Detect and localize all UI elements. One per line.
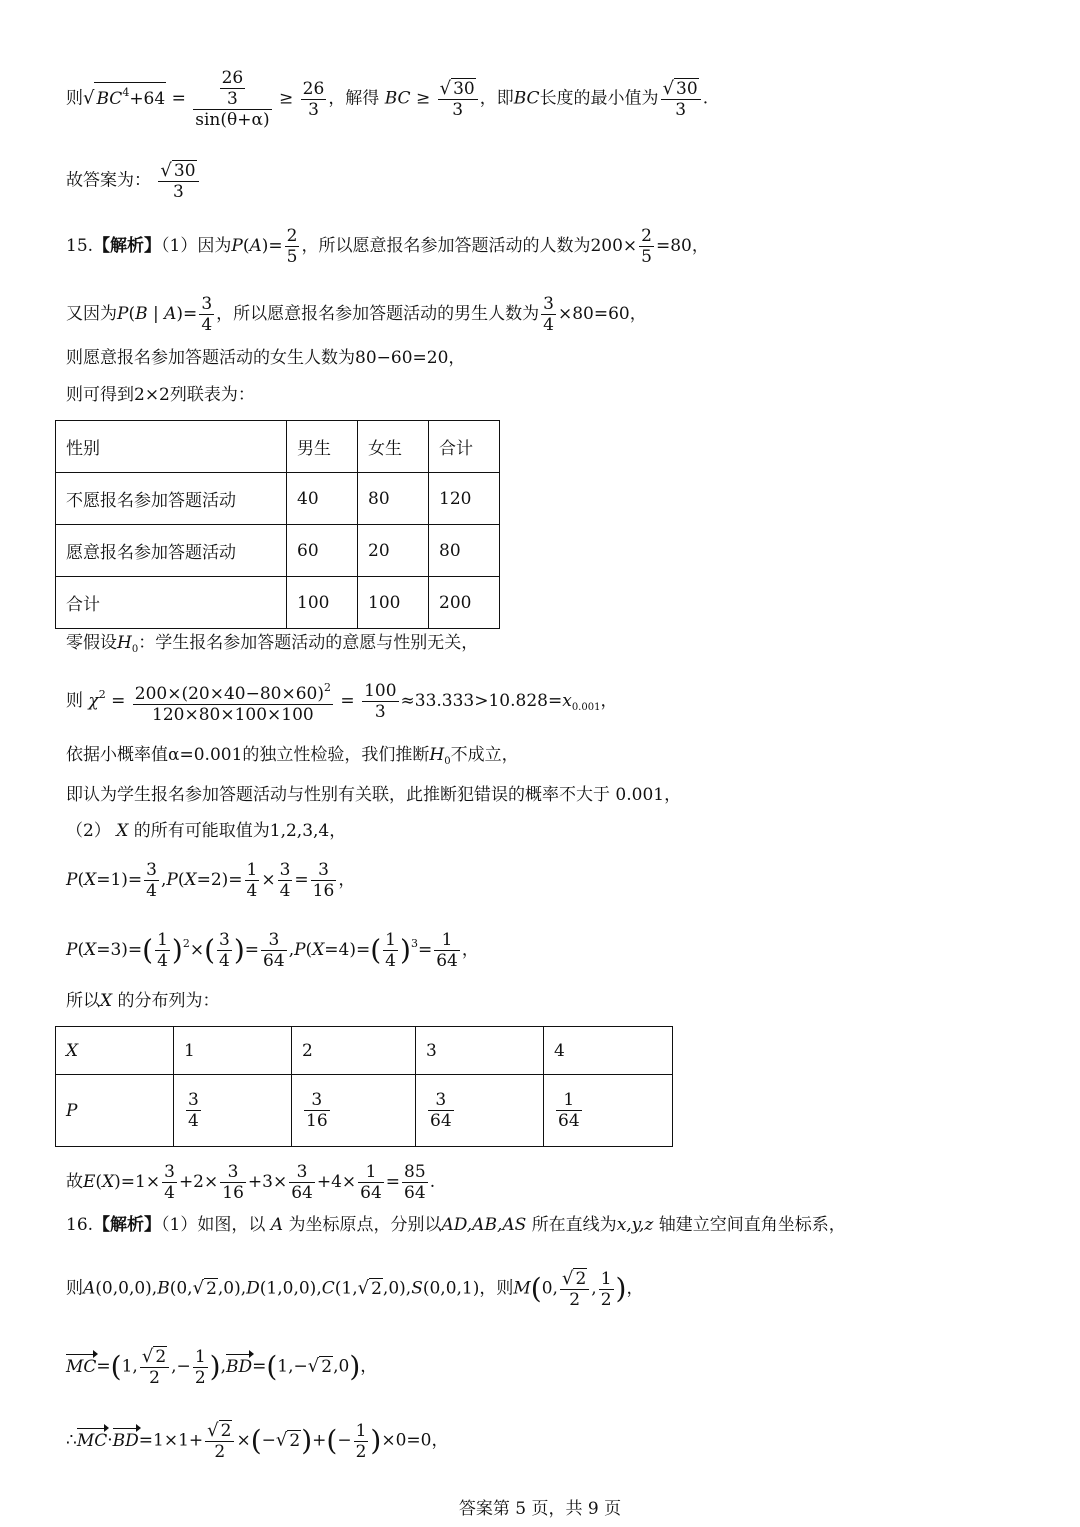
text: 3 [289, 1162, 315, 1183]
fraction [245, 860, 260, 901]
text: ≥ [415, 88, 431, 109]
text: 16 [312, 881, 335, 901]
q14-answer [66, 160, 201, 202]
q16-line1: 16.【解析】（1）如图，以 A 为坐标原点，分别以AD,AB,AS 所在直线为x,y,z 轴建立空间直角坐标系， [66, 1215, 846, 1235]
text: 【解析】 [93, 236, 162, 256]
text: 则 [66, 1278, 83, 1299]
text: 4 [246, 881, 258, 901]
text: 4 [279, 881, 291, 901]
text: 64 [360, 1183, 382, 1203]
text: 3 [164, 1162, 175, 1182]
table-row [56, 1027, 673, 1075]
text: 64 [291, 1183, 313, 1203]
text: ， [338, 870, 356, 890]
table-row [56, 1075, 673, 1147]
fraction [285, 226, 300, 267]
text: ， [360, 1356, 378, 1377]
table-cell: 合计 [56, 577, 287, 629]
fraction: $\frac{√ 2}{2}$ [560, 1268, 589, 1310]
text: = [340, 691, 355, 711]
table-header-cell: 合计 [429, 421, 500, 473]
table-cell: 80 [358, 473, 429, 525]
text: 3 [428, 1090, 454, 1111]
text: 200× [590, 236, 638, 256]
table-cell: 60 [287, 525, 358, 577]
fraction [162, 1162, 177, 1203]
q14-line1: 则√ $BC^4+64$ = $\frac{\frac{26}{3}}{\sin(\theta+\alpha)}$ ≥ $\frac{26}{3}$ ，解得 BC ≥ $\frac{√ 30}{3}$ ，即BC长度的最小值为 $\frac{√ 30}{3}$ . [66, 68, 709, 130]
q15-line9: P(X=3)=( $\frac{1}{4}$ )$^2$×( $\frac{3}{4}$ )= $\frac{3}{64}$ ,P(X=4)=( $\frac{1}{4}$ )$^3$= $\frac{1}{64}$ ， [66, 930, 479, 971]
text: 64 [436, 951, 458, 971]
text: 3 [227, 89, 238, 109]
table-cell: 4 [544, 1027, 673, 1075]
fraction [261, 930, 287, 971]
text: 3 [279, 860, 291, 880]
table-row [56, 577, 500, 629]
text: 200×(20×40−80×60) [134, 684, 324, 704]
text: ，解得 [328, 88, 380, 109]
text: sin(θ+α) [195, 110, 270, 130]
fraction: $\frac{1}{2}$ [194, 1346, 206, 1388]
fraction [217, 930, 232, 971]
text: 2 [206, 1278, 217, 1299]
fraction [362, 681, 398, 722]
text: 1 [358, 1162, 384, 1183]
text: ≥ [279, 88, 294, 109]
fraction: $\frac{√ 2}{2}$ [140, 1346, 169, 1388]
q15-line1: 15.【解析】（1）因为P(A)= $\frac{2}{5}$ ，所以愿意报名参加答题活动的人数为200× $\frac{2}{5}$ =80， [66, 226, 709, 267]
text: ， [461, 940, 479, 960]
table-cell [174, 1075, 292, 1147]
table-cell: 200 [429, 577, 500, 629]
text: 4 [188, 1111, 199, 1131]
text: 64 [430, 1111, 452, 1131]
table-header-cell: X [56, 1027, 174, 1075]
text: 1 [556, 1090, 582, 1111]
text: 3 [308, 99, 319, 120]
fraction: $\frac{√ 30}{3}$ [158, 160, 198, 202]
q16-line3: MC=(1, $\frac{√ 2}{2}$ ,− $\frac{1}{2}$ ),BD=(1,−√ 2,0)， [66, 1346, 378, 1388]
text: 3 [311, 860, 337, 881]
text: 1 [157, 930, 168, 950]
table-cell: 2 [292, 1027, 416, 1075]
fraction [144, 860, 159, 901]
text: 所在直线为 [531, 1215, 617, 1235]
text: 5 [286, 247, 298, 267]
text: 26 [221, 68, 244, 88]
fraction [155, 930, 170, 971]
table-cell: 100 [358, 577, 429, 629]
text: 2 [575, 1269, 587, 1289]
text: ， [431, 1430, 449, 1451]
fraction [278, 860, 293, 901]
text: 的所有可能取值为1,2,3,4， [133, 821, 347, 841]
text: 故 [66, 1172, 83, 1192]
contingency-table [55, 420, 500, 629]
fraction: $\frac{√ 2}{2}$ [205, 1420, 234, 1462]
text: 4 [122, 85, 130, 99]
text: （1）如图，以 [161, 1215, 266, 1235]
text: 不成立， [450, 745, 519, 765]
table-cell [544, 1075, 673, 1147]
text: . [702, 88, 709, 109]
q15-line3: 则愿意报名参加答题活动的女生人数为80−60=20， [66, 348, 466, 368]
table-cell: 120 [429, 473, 500, 525]
text: 4 [543, 315, 554, 335]
fraction [358, 1162, 384, 1203]
text: 为坐标原点，分别以 [288, 1215, 442, 1235]
fraction [186, 1090, 201, 1131]
q15-chi: 则 $\chi^2$ = $\frac{200\times(20\times 40-80\times 60)^2}{120\times 80\times 100\times 100}$ = $\frac{100}{3}$ $\approx 33.333>10.828=x_{0.001}$， [66, 678, 617, 725]
fraction: $\frac{200\times(20\times 40-80\times 60)^2}{120\times 80\times 100\times 100}$ [133, 678, 333, 725]
fraction [402, 1162, 428, 1203]
text: （1）因为 [161, 236, 232, 256]
q15-line6: 即认为学生报名参加答题活动与性别有关联，此推断犯错误的概率不大于 0.001， [66, 785, 682, 805]
fraction: $\frac{1}{2}$ [355, 1420, 367, 1462]
text: ， [626, 1278, 644, 1299]
table-cell: 100 [287, 577, 358, 629]
text: 的分布列为： [117, 991, 220, 1011]
table-cell: 1 [174, 1027, 292, 1075]
q15-expectation: 故E(X)=1× $\frac{3}{4}$ +2× $\frac{3}{16}$ +3× $\frac{3}{64}$ +4× $\frac{1}{64}$ = $\frac{85}{64}$ . [66, 1162, 436, 1203]
text: 3 [220, 1162, 246, 1183]
fraction [301, 79, 327, 120]
table-cell: 80 [429, 525, 500, 577]
table-header-cell: 女生 [358, 421, 429, 473]
table-cell: 愿意报名参加答题活动 [56, 525, 287, 577]
text: 3 [173, 182, 184, 202]
text: α=0.001 [168, 745, 243, 765]
text: 2 [371, 1278, 382, 1299]
text: 0.001 [571, 702, 601, 713]
text: 3 [675, 100, 687, 120]
fraction [556, 1090, 582, 1131]
text: BC [513, 88, 540, 109]
fraction [289, 1162, 315, 1203]
text: 则 [66, 691, 83, 711]
text: ，即 [479, 88, 514, 109]
text: 100 [364, 681, 397, 701]
text: 4 [157, 951, 168, 971]
text: BC [96, 88, 123, 109]
q15-line5: 依据小概率值α=0.001的独立性检验，我们推断$H_0$不成立， [66, 745, 519, 767]
page-footer: 答案第 5 页，共 9 页 [458, 1499, 622, 1519]
q15-line10: 所以X 的分布列为： [66, 991, 220, 1011]
text: 的独立性检验，我们推断 [242, 745, 430, 765]
text: 依据小概率值 [66, 745, 168, 765]
table-cell [292, 1075, 416, 1147]
table-header-cell: 男生 [287, 421, 358, 473]
q15-line8: P(X=1)= $\frac{3}{4}$ ,P(X=2)= $\frac{1}{4}$ × $\frac{3}{4}$ = $\frac{3}{16}$ ， [66, 860, 356, 901]
text: 1 [385, 930, 396, 950]
text: 3 [304, 1090, 330, 1111]
fraction [434, 930, 460, 971]
text: 4 [219, 951, 230, 971]
text: 3 [374, 702, 386, 722]
table-row [56, 525, 500, 577]
fraction: $\frac{√ 30}{3}$ [438, 78, 478, 120]
text: ，所以愿意报名参加答题活动的人数为 [301, 236, 591, 256]
q15-h0: 零假设$H_0$：学生报名参加答题活动的意愿与性别无关， [66, 633, 479, 655]
table-header-cell: 性别 [56, 421, 287, 473]
text: 4 [146, 881, 157, 901]
text: 64 [404, 1183, 426, 1203]
text: 零假设 [66, 633, 117, 653]
text: 4 [201, 315, 213, 335]
text: ×80=60， [557, 304, 647, 324]
fraction: $\frac{1}{2}$ [600, 1268, 612, 1310]
text: 3 [452, 100, 464, 120]
text: ，所以愿意报名参加答题活动的男生人数为 [216, 304, 540, 324]
fraction [193, 68, 271, 130]
text: 轴建立空间直角坐标系， [658, 1215, 846, 1235]
text: 则 [66, 88, 83, 109]
text: 2 [289, 1430, 301, 1451]
text: 2 [155, 1347, 167, 1367]
table-cell: 3 [416, 1027, 544, 1075]
table-cell: 40 [287, 473, 358, 525]
text: 3 [219, 930, 230, 950]
fraction [311, 860, 337, 901]
fraction [541, 294, 556, 335]
text: 64 [263, 951, 285, 971]
q15-line7: （2） X 的所有可能取值为1,2,3,4， [66, 821, 347, 841]
text: =80， [656, 236, 709, 256]
text: 1 [246, 860, 258, 880]
text: 5 [641, 247, 652, 267]
table-row [56, 473, 500, 525]
text: 长度的最小值为 [539, 88, 659, 109]
table-cell: 20 [358, 525, 429, 577]
text: 15. [66, 236, 94, 256]
q15-line4: 则可得到2×2列联表为： [66, 385, 255, 405]
table-cell: 不愿报名参加答题活动 [56, 473, 287, 525]
text: 4 [164, 1183, 175, 1203]
text: 【解析】 [93, 1215, 162, 1235]
fraction [199, 294, 214, 335]
table-cell [416, 1075, 544, 1147]
text: x,y,z [616, 1215, 654, 1235]
text: ， [600, 691, 618, 711]
text: 3 [146, 860, 157, 880]
text: 2 [286, 226, 298, 246]
text: 85 [404, 1162, 426, 1182]
text: +64 [129, 88, 166, 109]
fraction [383, 930, 398, 971]
q16-line4: ∴MC·BD=1×1+ $\frac{√ 2}{2}$ ×(−√ 2)+(− $\frac{1}{2}$ )×0=0， [66, 1420, 449, 1462]
text: 64 [558, 1111, 580, 1131]
text: 26 [302, 78, 325, 99]
text: 3 [188, 1090, 199, 1110]
text: 又因为 [66, 304, 117, 324]
text: （2） [66, 821, 111, 841]
text: 2 [220, 1421, 232, 1441]
text: 16 [222, 1183, 244, 1203]
text: 3 [201, 294, 213, 314]
text: 3 [543, 294, 554, 314]
text: 所以 [66, 991, 100, 1011]
q16-line2: 则A(0,0,0),B(0,√ 2,0),D(1,0,0),C(1,√ 2,0),S(0,0,1)，则M(0, $\frac{√ 2}{2}$ , $\frac{1}{2}$ )， [66, 1268, 644, 1310]
fraction [428, 1090, 454, 1131]
text: ，则 [479, 1278, 514, 1299]
table-header-cell: P [56, 1075, 174, 1147]
q15-line2: 又因为P(B | A)= $\frac{3}{4}$ ，所以愿意报名参加答题活动的男生人数为 $\frac{3}{4}$ ×80=60， [66, 294, 647, 335]
text: 4 [385, 951, 396, 971]
text: 16. [66, 1215, 94, 1235]
fraction [304, 1090, 330, 1131]
text: 3 [261, 930, 287, 951]
text: 120×80×100×100 [152, 705, 314, 725]
text: ≈33.333>10.828= [400, 691, 563, 711]
text: ：学生报名参加答题活动的意愿与性别无关， [138, 633, 479, 653]
text: 30 [676, 79, 698, 99]
text: AD,AB,AS [441, 1215, 527, 1235]
text: 1 [434, 930, 460, 951]
text: BC [384, 88, 411, 109]
text: 30 [173, 161, 196, 181]
fraction [220, 1162, 246, 1203]
fraction [639, 226, 654, 267]
text: 故答案为： [66, 170, 151, 191]
fraction: $\frac{√ 30}{3}$ [661, 78, 701, 120]
text: 16 [306, 1111, 328, 1131]
text: 2 [321, 1356, 333, 1377]
distribution-table [55, 1026, 673, 1147]
text: 30 [453, 79, 475, 99]
text: 2 [641, 226, 652, 246]
